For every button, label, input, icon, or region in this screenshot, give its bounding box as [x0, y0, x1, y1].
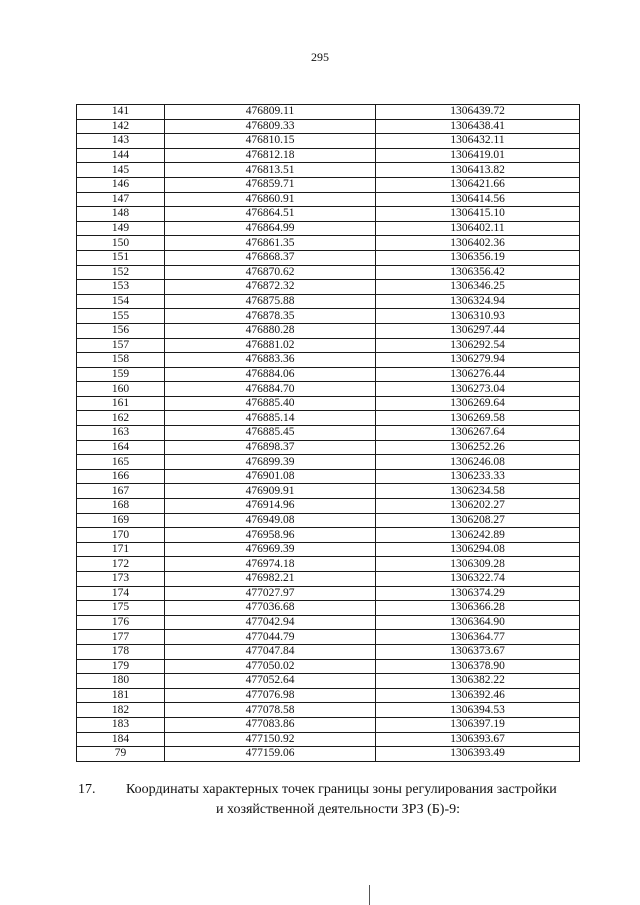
y-coordinate-cell: 1306366.28 [376, 601, 580, 616]
point-number-cell: 149 [77, 221, 165, 236]
point-number-cell: 142 [77, 119, 165, 134]
point-number-cell: 168 [77, 499, 165, 514]
table-row [77, 250, 580, 265]
x-coordinate-cell: 476868.37 [165, 250, 376, 265]
point-number-cell: 163 [77, 426, 165, 441]
y-coordinate-cell: 1306208.27 [376, 513, 580, 528]
table-row [77, 499, 580, 514]
y-coordinate-cell: 1306242.89 [376, 528, 580, 543]
x-coordinate-cell: 476885.14 [165, 411, 376, 426]
point-number-cell: 170 [77, 528, 165, 543]
table-row [77, 236, 580, 251]
point-number-cell: 184 [77, 732, 165, 747]
table-row [77, 732, 580, 747]
x-coordinate-cell: 477042.94 [165, 615, 376, 630]
table-row [77, 294, 580, 309]
x-coordinate-cell: 476809.11 [165, 105, 376, 120]
point-number-cell: 173 [77, 572, 165, 587]
x-coordinate-cell: 477044.79 [165, 630, 376, 645]
y-coordinate-cell: 1306394.53 [376, 703, 580, 718]
x-coordinate-cell: 477052.64 [165, 674, 376, 689]
y-coordinate-cell: 1306356.19 [376, 250, 580, 265]
table-row [77, 148, 580, 163]
y-coordinate-cell: 1306269.64 [376, 396, 580, 411]
y-coordinate-cell: 1306233.33 [376, 469, 580, 484]
point-number-cell: 162 [77, 411, 165, 426]
point-number-cell: 167 [77, 484, 165, 499]
x-coordinate-cell: 476898.37 [165, 440, 376, 455]
table-row [77, 177, 580, 192]
table-row [77, 717, 580, 732]
y-coordinate-cell: 1306324.94 [376, 294, 580, 309]
y-coordinate-cell: 1306294.08 [376, 542, 580, 557]
point-number-cell: 175 [77, 601, 165, 616]
x-coordinate-cell: 477047.84 [165, 644, 376, 659]
table-row [77, 572, 580, 587]
point-number-cell: 151 [77, 250, 165, 265]
point-number-cell: 169 [77, 513, 165, 528]
y-coordinate-cell: 1306292.54 [376, 338, 580, 353]
point-number-cell: 178 [77, 644, 165, 659]
point-number-cell: 182 [77, 703, 165, 718]
y-coordinate-cell: 1306246.08 [376, 455, 580, 470]
y-coordinate-cell: 1306273.04 [376, 382, 580, 397]
table-row [77, 615, 580, 630]
x-coordinate-cell: 477036.68 [165, 601, 376, 616]
y-coordinate-cell: 1306364.77 [376, 630, 580, 645]
table-row [77, 426, 580, 441]
x-coordinate-cell: 476901.08 [165, 469, 376, 484]
y-coordinate-cell: 1306438.41 [376, 119, 580, 134]
y-coordinate-cell: 1306269.58 [376, 411, 580, 426]
point-number-cell: 155 [77, 309, 165, 324]
x-coordinate-cell: 477027.97 [165, 586, 376, 601]
y-coordinate-cell: 1306310.93 [376, 309, 580, 324]
table-row [77, 513, 580, 528]
x-coordinate-cell: 476861.35 [165, 236, 376, 251]
point-number-cell: 160 [77, 382, 165, 397]
table-row [77, 528, 580, 543]
table-row [77, 659, 580, 674]
point-number-cell: 171 [77, 542, 165, 557]
point-number-cell: 181 [77, 688, 165, 703]
table-row [77, 382, 580, 397]
x-coordinate-cell: 476860.91 [165, 192, 376, 207]
point-number-cell: 174 [77, 586, 165, 601]
x-coordinate-cell: 477083.86 [165, 717, 376, 732]
coordinates-table [76, 104, 580, 762]
y-coordinate-cell: 1306309.28 [376, 557, 580, 572]
x-coordinate-cell: 476885.40 [165, 396, 376, 411]
table-row [77, 207, 580, 222]
point-number-cell: 158 [77, 353, 165, 368]
point-number-cell: 144 [77, 148, 165, 163]
point-number-cell: 164 [77, 440, 165, 455]
x-coordinate-cell: 476958.96 [165, 528, 376, 543]
y-coordinate-cell: 1306267.64 [376, 426, 580, 441]
point-number-cell: 172 [77, 557, 165, 572]
point-number-cell: 147 [77, 192, 165, 207]
table-row [77, 440, 580, 455]
x-coordinate-cell: 477050.02 [165, 659, 376, 674]
y-coordinate-cell: 1306419.01 [376, 148, 580, 163]
table-row [77, 644, 580, 659]
x-coordinate-cell: 476809.33 [165, 119, 376, 134]
x-coordinate-cell: 477076.98 [165, 688, 376, 703]
table-row [77, 469, 580, 484]
y-coordinate-cell: 1306374.29 [376, 586, 580, 601]
table-row [77, 105, 580, 120]
table-row [77, 542, 580, 557]
y-coordinate-cell: 1306373.67 [376, 644, 580, 659]
point-number-cell: 143 [77, 134, 165, 149]
table-row [77, 323, 580, 338]
x-coordinate-cell: 476914.96 [165, 499, 376, 514]
y-coordinate-cell: 1306402.36 [376, 236, 580, 251]
table-row [77, 134, 580, 149]
table-row [77, 338, 580, 353]
table-row [77, 353, 580, 368]
point-number-cell: 165 [77, 455, 165, 470]
y-coordinate-cell: 1306414.56 [376, 192, 580, 207]
y-coordinate-cell: 1306421.66 [376, 177, 580, 192]
section-title-line-2: и хозяйственной деятельности ЗРЗ (Б)-9: [215, 802, 460, 817]
coordinates-table-body [77, 105, 580, 762]
table-row [77, 396, 580, 411]
point-number-cell: 79 [77, 747, 165, 762]
table-row [77, 630, 580, 645]
y-coordinate-cell: 1306297.44 [376, 323, 580, 338]
table-row [77, 703, 580, 718]
x-coordinate-cell: 476949.08 [165, 513, 376, 528]
y-coordinate-cell: 1306397.19 [376, 717, 580, 732]
x-coordinate-cell: 476864.51 [165, 207, 376, 222]
y-coordinate-cell: 1306415.10 [376, 207, 580, 222]
x-coordinate-cell: 476813.51 [165, 163, 376, 178]
x-coordinate-cell: 477078.58 [165, 703, 376, 718]
x-coordinate-cell: 476859.71 [165, 177, 376, 192]
point-number-cell: 145 [77, 163, 165, 178]
point-number-cell: 177 [77, 630, 165, 645]
table-row [77, 309, 580, 324]
point-number-cell: 156 [77, 323, 165, 338]
point-number-cell: 183 [77, 717, 165, 732]
y-coordinate-cell: 1306356.42 [376, 265, 580, 280]
table-row [77, 688, 580, 703]
point-number-cell: 152 [77, 265, 165, 280]
y-coordinate-cell: 1306276.44 [376, 367, 580, 382]
y-coordinate-cell: 1306202.27 [376, 499, 580, 514]
x-coordinate-cell: 476812.18 [165, 148, 376, 163]
x-coordinate-cell: 477150.92 [165, 732, 376, 747]
point-number-cell: 166 [77, 469, 165, 484]
y-coordinate-cell: 1306432.11 [376, 134, 580, 149]
x-coordinate-cell: 476878.35 [165, 309, 376, 324]
table-row [77, 601, 580, 616]
y-coordinate-cell: 1306402.11 [376, 221, 580, 236]
point-number-cell: 150 [77, 236, 165, 251]
table-row [77, 455, 580, 470]
x-coordinate-cell: 476810.15 [165, 134, 376, 149]
point-number-cell: 146 [77, 177, 165, 192]
table-row [77, 163, 580, 178]
point-number-cell: 159 [77, 367, 165, 382]
table-row [77, 674, 580, 689]
point-number-cell: 148 [77, 207, 165, 222]
table-row [77, 119, 580, 134]
y-coordinate-cell: 1306439.72 [376, 105, 580, 120]
x-coordinate-cell: 476982.21 [165, 572, 376, 587]
x-coordinate-cell: 476909.91 [165, 484, 376, 499]
x-coordinate-cell: 476881.02 [165, 338, 376, 353]
table-row [77, 484, 580, 499]
section-number: 17. [78, 782, 96, 797]
y-coordinate-cell: 1306392.46 [376, 688, 580, 703]
y-coordinate-cell: 1306346.25 [376, 280, 580, 295]
y-coordinate-cell: 1306234.58 [376, 484, 580, 499]
x-coordinate-cell: 476885.45 [165, 426, 376, 441]
y-coordinate-cell: 1306413.82 [376, 163, 580, 178]
table-row [77, 747, 580, 762]
table-row [77, 280, 580, 295]
x-coordinate-cell: 476969.39 [165, 542, 376, 557]
point-number-cell: 179 [77, 659, 165, 674]
x-coordinate-cell: 476870.62 [165, 265, 376, 280]
point-number-cell: 176 [77, 615, 165, 630]
point-number-cell: 157 [77, 338, 165, 353]
point-number-cell: 180 [77, 674, 165, 689]
x-coordinate-cell: 476880.28 [165, 323, 376, 338]
margin-line [369, 885, 370, 905]
y-coordinate-cell: 1306382.22 [376, 674, 580, 689]
x-coordinate-cell: 476974.18 [165, 557, 376, 572]
page-number: 295 [311, 50, 329, 64]
y-coordinate-cell: 1306393.49 [376, 747, 580, 762]
table-row [77, 411, 580, 426]
y-coordinate-cell: 1306393.67 [376, 732, 580, 747]
x-coordinate-cell: 477159.06 [165, 747, 376, 762]
x-coordinate-cell: 476899.39 [165, 455, 376, 470]
x-coordinate-cell: 476864.99 [165, 221, 376, 236]
section-title-line-1: Координаты характерных точек границы зоны регулирования застройки [126, 782, 557, 797]
x-coordinate-cell: 476875.88 [165, 294, 376, 309]
x-coordinate-cell: 476884.70 [165, 382, 376, 397]
y-coordinate-cell: 1306322.74 [376, 572, 580, 587]
point-number-cell: 141 [77, 105, 165, 120]
x-coordinate-cell: 476884.06 [165, 367, 376, 382]
y-coordinate-cell: 1306378.90 [376, 659, 580, 674]
table-row [77, 586, 580, 601]
point-number-cell: 153 [77, 280, 165, 295]
y-coordinate-cell: 1306279.94 [376, 353, 580, 368]
point-number-cell: 154 [77, 294, 165, 309]
point-number-cell: 161 [77, 396, 165, 411]
table-row [77, 221, 580, 236]
y-coordinate-cell: 1306364.90 [376, 615, 580, 630]
x-coordinate-cell: 476872.32 [165, 280, 376, 295]
table-row [77, 367, 580, 382]
y-coordinate-cell: 1306252.26 [376, 440, 580, 455]
table-row [77, 557, 580, 572]
table-row [77, 265, 580, 280]
x-coordinate-cell: 476883.36 [165, 353, 376, 368]
table-row [77, 192, 580, 207]
